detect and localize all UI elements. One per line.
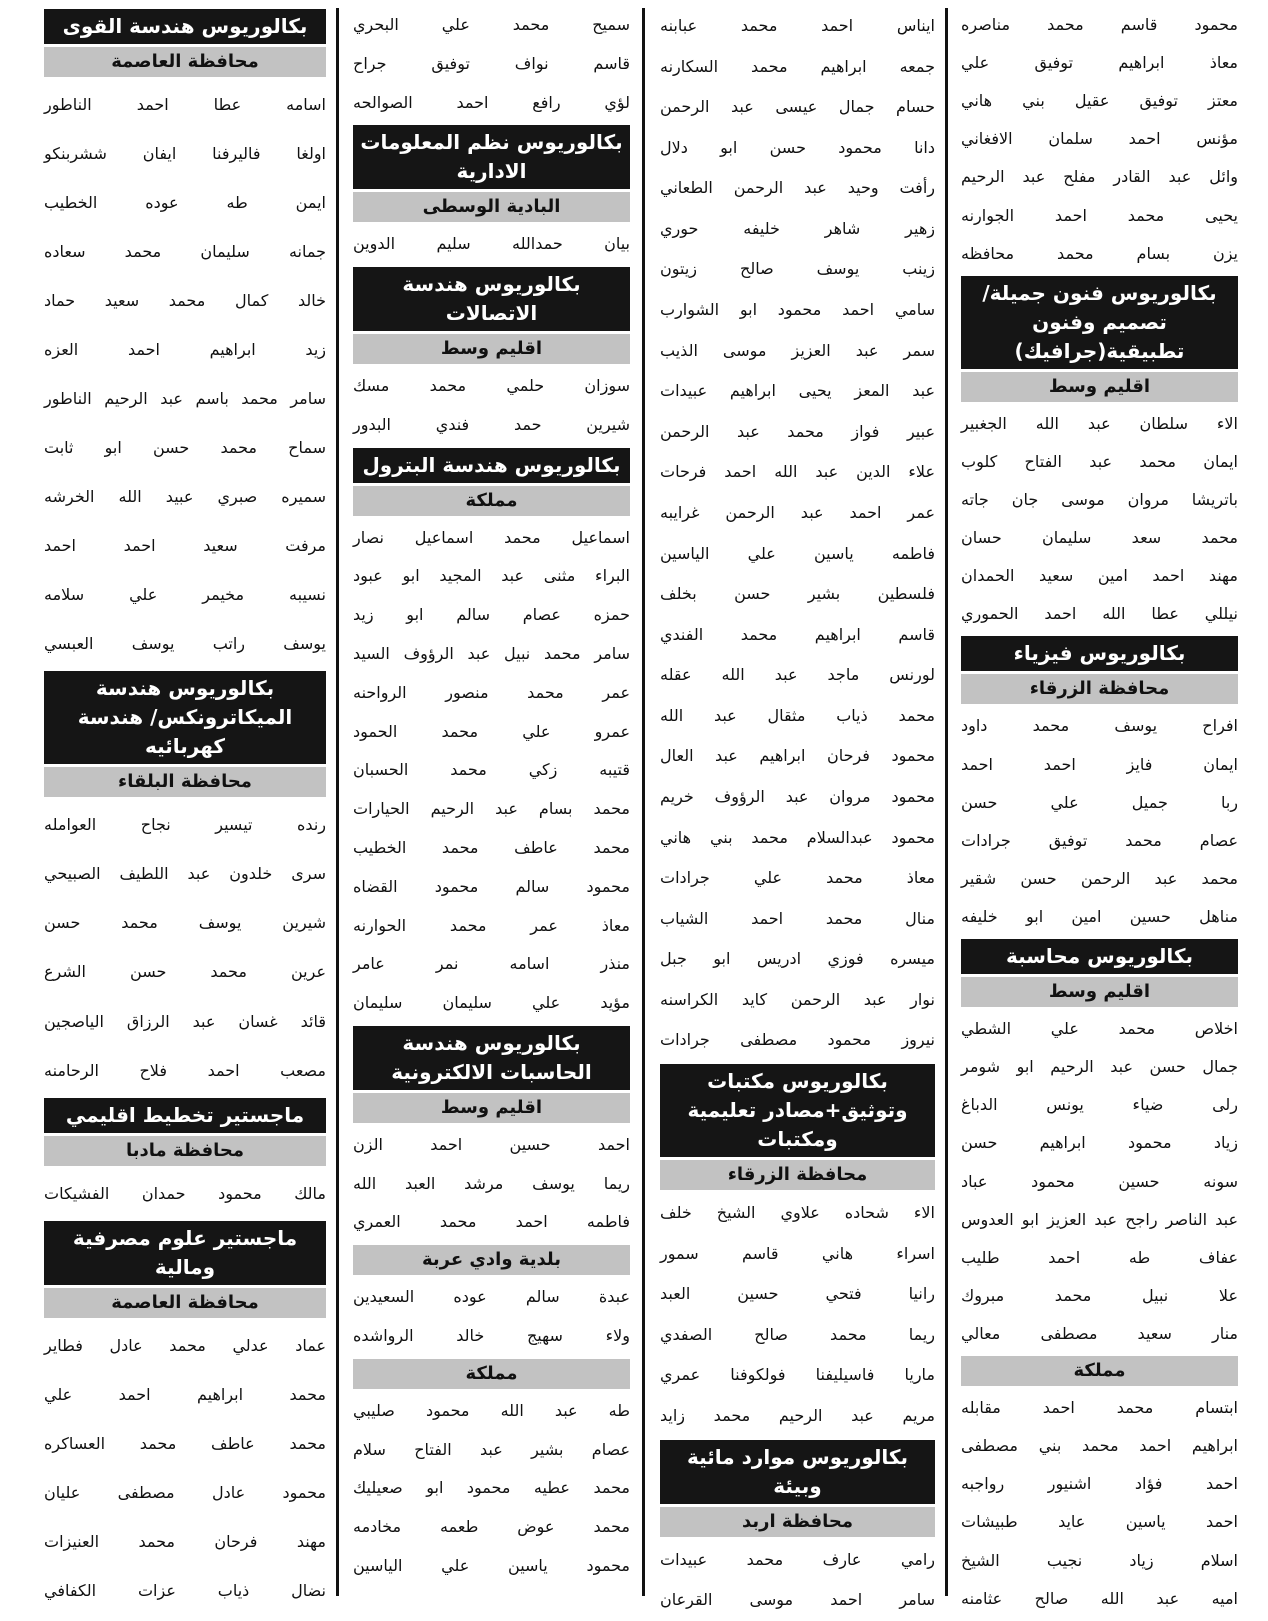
name-entry: قاسم ابراهيم محمد الفندي (660, 624, 935, 644)
region-subheading: مملكة (353, 1359, 630, 1389)
name-entry: رلى ضياء يونس الدباغ (961, 1095, 1238, 1115)
name-entry: رانيا فتحي حسين العبد (660, 1284, 935, 1304)
name-entry: زينب يوسف صالح زيتون (660, 259, 935, 279)
column-1 (961, 6, 1238, 1608)
name-entry: قتيبه زكي محمد الحسبان (353, 760, 630, 780)
name-entry: بيان حمدالله سليم الدوين (353, 234, 630, 254)
name-entry: يحيى محمد احمد الجوارنه (961, 205, 1238, 225)
name-entry: محمود عبدالسلام محمد بني هاني (660, 827, 935, 847)
name-entry: سميره صبري عبيد الله الخرشه (44, 487, 326, 507)
name-entry: وائل عبد القادر مفلح عبد الرحيم (961, 167, 1238, 187)
name-entry: الاء شحاده علاوي الشيخ خلف (660, 1203, 935, 1223)
region-subheading: محافظة اربد (660, 1507, 935, 1537)
name-entry: عمرو علي محمد الحمود (353, 721, 630, 741)
name-entry: اولغا فاليرفنا ايفان ششربنكو (44, 144, 326, 164)
region-subheading: محافظة العاصمة (44, 1288, 326, 1318)
section-heading: بكالوريوس هندسة البترول (353, 448, 630, 483)
name-entry: نيللي عطا الله احمد الحموري (961, 604, 1238, 624)
name-entry: سمر عبد العزيز موسى الذيب (660, 340, 935, 360)
section-heading: بكالوريوس نظم المعلومات الادارية (353, 125, 630, 189)
name-entry: مرفت سعيد احمد احمد (44, 536, 326, 556)
name-entry: محمد ذياب مثقال عبد الله (660, 705, 935, 725)
name-entry: ابتسام محمد احمد مقابله (961, 1398, 1238, 1418)
name-entry: مالك محمود حمدان الفشيكات (44, 1183, 326, 1203)
column-3 (353, 6, 630, 1598)
name-entry: عماد عدلي محمد عادل فطاير (44, 1335, 326, 1355)
name-entry: محمد عطيه محمود ابو صعيليك (353, 1478, 630, 1498)
name-entry: ربا جميل علي حسن (961, 792, 1238, 812)
name-entry: مؤيد علي سليمان سليمان (353, 993, 630, 1013)
name-entry: معاذ ابراهيم توفيق علي (961, 53, 1238, 73)
name-entry: محمود مروان عبد الرؤوف خريم (660, 786, 935, 806)
name-entry: عبدة سالم عوده السعيدين (353, 1287, 630, 1307)
name-entry: اسماعيل محمد اسماعيل نصار (353, 527, 630, 547)
name-entry: معتز توفيق عقيل بني هاني (961, 91, 1238, 111)
name-entry: اخلاص محمد علي الشطي (961, 1019, 1238, 1039)
section-heading: بكالوريوس محاسبة (961, 939, 1238, 974)
region-subheading: محافظة الزرقاء (660, 1160, 935, 1190)
name-entry: نيروز محمود مصطفى جرادات (660, 1030, 935, 1050)
name-entry: حسام جمال عيسى عبد الرحمن (660, 97, 935, 117)
name-entry: ميسره فوزي ادريس ابو جبل (660, 949, 935, 969)
name-entry: اميه عبد الله صالح عثامنه (961, 1588, 1238, 1608)
name-entry: ايناس احمد محمد عبابنه (660, 16, 935, 35)
name-entry: ولاء سهيج خالد الرواشده (353, 1325, 630, 1345)
name-entry: ابراهيم احمد محمد بني مصطفى (961, 1436, 1238, 1456)
region-subheading: مملكة (353, 486, 630, 516)
section-heading: بكالوريوس هندسة الاتصالات (353, 267, 630, 331)
name-entry: مريم عبد الرحيم محمد زايد (660, 1405, 935, 1425)
name-entry: علا نبيل محمد مبروك (961, 1285, 1238, 1305)
name-entry: محمود فرحان ابراهيم عبد العال (660, 746, 935, 766)
name-entry: سامي احمد محمود ابو الشوارب (660, 300, 935, 320)
name-entry: عصام بشير عبد الفتاح سلام (353, 1439, 630, 1459)
name-entry: عصام محمد توفيق جرادات (961, 830, 1238, 850)
name-entry: عرين محمد حسن الشرع (44, 962, 326, 982)
name-entry: خالد كمال محمد سعيد حماد (44, 291, 326, 311)
name-entry: جمال حسن عبد الرحيم ابو شومر (961, 1057, 1238, 1077)
name-entry: سامر محمد باسم عبد الرحيم الناطور (44, 389, 326, 409)
name-entry: ماريا فاسيليفنا فولكوفنا عمري (660, 1365, 935, 1385)
region-subheading: مملكة (961, 1356, 1238, 1386)
region-subheading: محافظة البلقاء (44, 767, 326, 797)
name-entry: جمعه ابراهيم محمد السكارنه (660, 56, 935, 76)
name-entry: يوسف راتب يوسف العبسي (44, 634, 326, 654)
section-heading: بكالوريوس موارد مائية وبيئة (660, 1440, 935, 1504)
name-entry: محمود ياسين علي الياسين (353, 1555, 630, 1575)
section-heading: ماجستير تخطيط اقليمي (44, 1098, 326, 1133)
name-entry: نضال ذياب عزات الكفافي (44, 1580, 326, 1600)
name-entry: عمر احمد عبد الرحمن غرايبه (660, 502, 935, 522)
name-entry: يزن بسام محمد محافظه (961, 243, 1238, 263)
section-heading: بكالوريوس هندسة الميكاترونكس/ هندسة كهربائيه (44, 671, 326, 764)
name-entry: منذر اسامه نمر عامر (353, 954, 630, 974)
column-divider (945, 8, 948, 1596)
name-entry: عبير فواز محمد عبد الرحمن (660, 421, 935, 441)
region-subheading: محافظة العاصمة (44, 47, 326, 77)
name-entry: محمد عبد الرحمن حسن شقير (961, 868, 1238, 888)
name-entry: فاطمه ياسين علي الياسين (660, 543, 935, 563)
name-entry: فاطمه احمد محمد العمري (353, 1212, 630, 1232)
region-subheading: محافظة الزرقاء (961, 674, 1238, 704)
section-heading: ماجستير علوم مصرفية ومالية (44, 1221, 326, 1285)
name-entry: محمد ابراهيم احمد علي (44, 1384, 326, 1404)
name-entry: محمد بسام عبد الرحيم الحيارات (353, 799, 630, 819)
name-entry: ايمن طه عوده الخطيب (44, 193, 326, 213)
name-entry: معاذ عمر محمد الحوارنه (353, 915, 630, 935)
section-heading: بكالوريوس مكتبات وتوثيق+مصادر تعليمية ومكتبات (660, 1064, 935, 1157)
name-entry: فلسطين بشير حسن بخلف (660, 584, 935, 604)
name-entry: سماح محمد حسن ابو ثابت (44, 438, 326, 458)
name-entry: مناهل حسين امين ابو خليفه (961, 906, 1238, 926)
name-entry: شيرين يوسف محمد حسن (44, 913, 326, 933)
name-entry: جمانه سليمان محمد سعاده (44, 242, 326, 262)
name-entry: مصعب احمد فلاح الرحامنه (44, 1060, 326, 1080)
name-entry: سونه حسين محمود عباد (961, 1171, 1238, 1191)
name-entry: محمد سعد سليمان حسان (961, 528, 1238, 548)
name-entry: نوار عبد الرحمن كايد الكراسنه (660, 989, 935, 1009)
name-entry: سميح محمد علي البحري (353, 15, 630, 34)
column-2 (660, 6, 935, 1610)
region-subheading: اقليم وسط (961, 372, 1238, 402)
name-entry: رأفت وحيد عبد الرحمن الطعاني (660, 178, 935, 198)
name-entry: اسامه عطا احمد الناطور (44, 95, 326, 114)
name-entry: منال محمد احمد الشياب (660, 908, 935, 928)
section-heading: بكالوريوس هندسة القوى (44, 9, 326, 44)
name-entry: البراء مثنى عبد المجيد ابو عبود (353, 566, 630, 586)
name-entry: علاء الدين عبد الله احمد فرحات (660, 462, 935, 482)
name-entry: محمود قاسم محمد مناصره (961, 15, 1238, 34)
name-entry: مؤنس احمد سلمان الافغاني (961, 129, 1238, 149)
region-subheading: محافظة مادبا (44, 1136, 326, 1166)
name-entry: محمود عادل مصطفى عليان (44, 1482, 326, 1502)
name-entry: لؤي رافع احمد الصوالحه (353, 92, 630, 112)
name-entry: منار سعيد مصطفى معالي (961, 1323, 1238, 1343)
name-entry: دانا محمود حسن ابو دلال (660, 137, 935, 157)
name-entry: نسيبه مخيمر علي سلامه (44, 585, 326, 605)
name-entry: مهند احمد امين سعيد الحمدان (961, 566, 1238, 586)
section-heading: بكالوريوس هندسة الحاسبات الالكترونية (353, 1026, 630, 1090)
name-entry: شيرين حمد فندي البدور (353, 414, 630, 434)
name-entry: محمد عاطف محمد الخطيب (353, 837, 630, 857)
name-entry: احمد حسين احمد الزن (353, 1134, 630, 1154)
name-entry: احمد فؤاد اشنيور رواجبه (961, 1474, 1238, 1494)
name-entry: رامي عارف محمد عبيدات (660, 1549, 935, 1569)
name-entry: زيد ابراهيم احمد العزه (44, 340, 326, 360)
name-entry: زهير شاهر خليفه حوري (660, 218, 935, 238)
name-entry: معاذ محمد علي جرادات (660, 868, 935, 888)
name-entry: ايمان محمد عبد الفتاح كلوب (961, 451, 1238, 471)
name-entry: عبد المعز يحيى ابراهيم عبيدات (660, 381, 935, 401)
section-heading: بكالوريوس فنون جميلة/تصميم وفنون تطبيقية(جرافيك) (961, 276, 1238, 369)
name-entry: افراح يوسف محمد داود (961, 716, 1238, 736)
name-entry: سامر محمد نبيل عبد الرؤوف السيد (353, 644, 630, 664)
name-entry: عمر محمد منصور الرواحنه (353, 682, 630, 702)
name-entry: ريما محمد صالح الصفدي (660, 1324, 935, 1344)
name-entry: محمود سالم محمود القضاه (353, 876, 630, 896)
name-entry: سرى خلدون عبد اللطيف الصبيحي (44, 864, 326, 884)
name-entry: محمد عوض طعمه مخادمه (353, 1517, 630, 1537)
name-entry: حمزه عصام سالم ابو زيد (353, 605, 630, 625)
name-entry: الاء سلطان عبد الله الجغبير (961, 413, 1238, 433)
name-entry: احمد ياسين عايد طبيشات (961, 1512, 1238, 1532)
name-entry: سوزان حلمي محمد مسك (353, 376, 630, 396)
name-entry: طه عبد الله محمود صليبي (353, 1400, 630, 1420)
region-subheading: اقليم وسط (353, 334, 630, 364)
name-entry: لورنس ماجد عبد الله عقله (660, 665, 935, 685)
name-entry: محمد عاطف محمد العساكره (44, 1433, 326, 1453)
section-heading: بكالوريوس فيزياء (961, 636, 1238, 671)
name-entry: ايمان فايز احمد احمد (961, 754, 1238, 774)
region-subheading: البادية الوسطى (353, 192, 630, 222)
name-entry: قاسم نواف توفيق جراح (353, 53, 630, 73)
column-4 (44, 6, 326, 1598)
name-entry: رنده تيسير نجاح العوامله (44, 815, 326, 835)
name-entry: زياد محمود ابراهيم حسن (961, 1133, 1238, 1153)
region-subheading: اقليم وسط (353, 1093, 630, 1123)
name-entry: قائد غسان عبد الرزاق الياصجين (44, 1011, 326, 1031)
name-entry: باتريشا مروان موسى جان جاته (961, 489, 1238, 509)
name-entry: عفاف طه احمد طليب (961, 1247, 1238, 1267)
column-divider (642, 8, 645, 1596)
name-entry: سامر احمد موسى القرعان (660, 1590, 935, 1610)
column-divider (336, 8, 339, 1596)
name-entry: عبد الناصر راجح عبد العزيز ابو العدوس (961, 1209, 1238, 1229)
name-entry: مهند فرحان محمد العنيزات (44, 1531, 326, 1551)
name-entry: اسراء هاني قاسم سمور (660, 1243, 935, 1263)
region-subheading: اقليم وسط (961, 977, 1238, 1007)
region-subheading: بلدية وادي عربة (353, 1245, 630, 1275)
name-entry: ريما يوسف مرشد العبد الله (353, 1173, 630, 1193)
name-entry: اسلام زياد نجيب الشيخ (961, 1550, 1238, 1570)
